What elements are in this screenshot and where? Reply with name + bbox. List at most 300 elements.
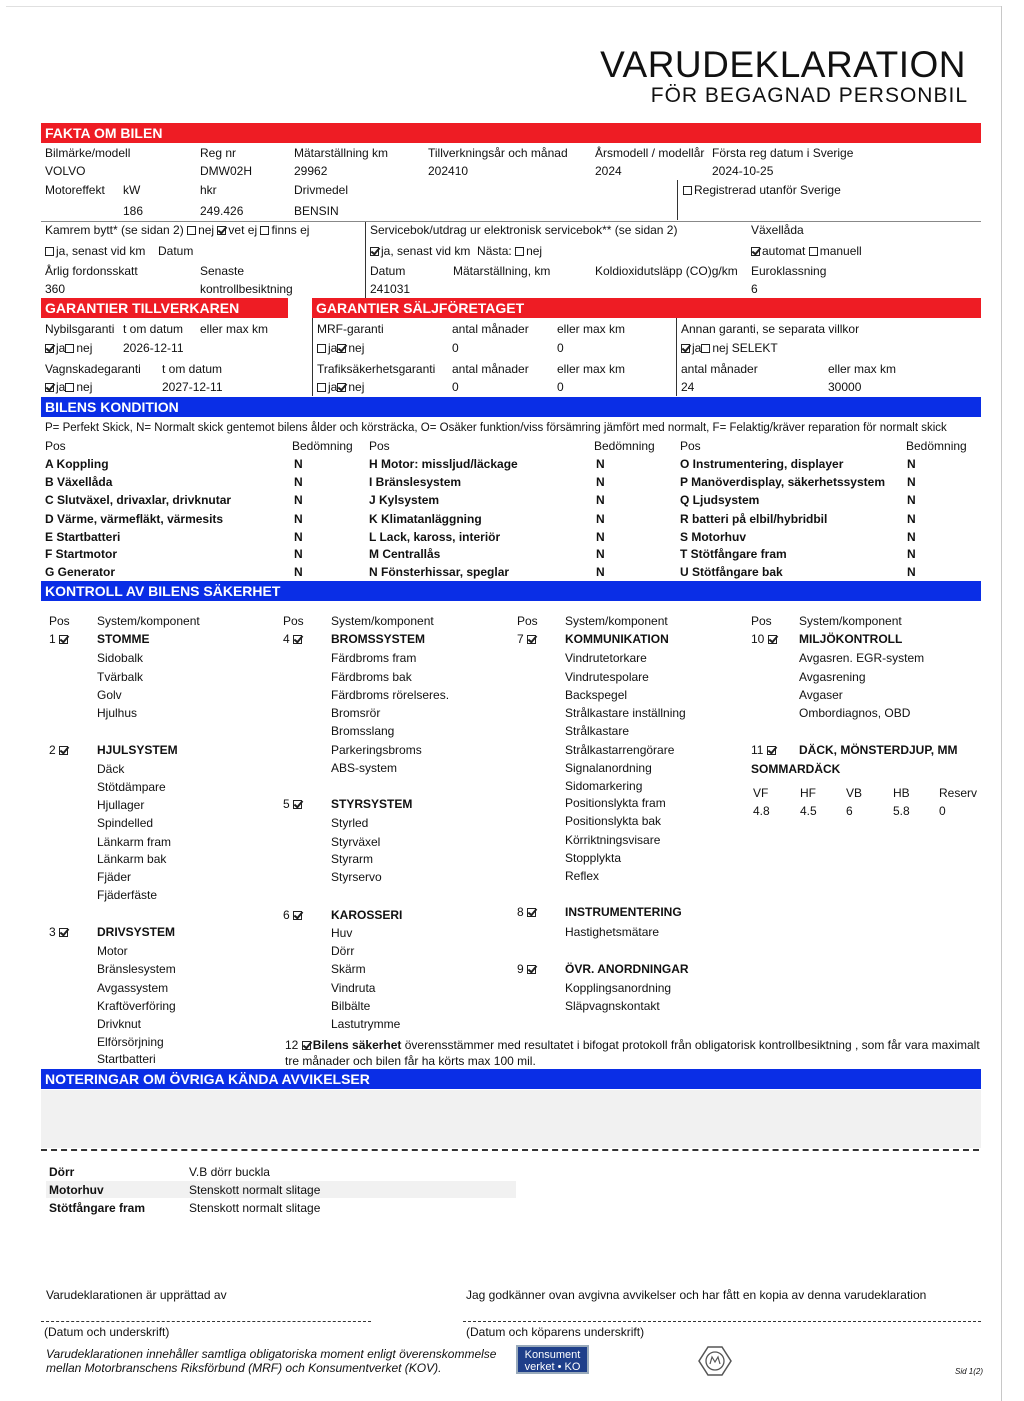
sak-group-12-line2: tre månader och bilen får ha körts max 100 mil. [285,1054,536,1068]
label-trafik-max: eller max km [557,362,626,376]
sak-group-2-checkbox[interactable] [59,746,68,755]
sak-group-6-title: KAROSSERI [331,908,403,922]
ny-ja-checkbox[interactable] [45,344,54,353]
sak-item: Bränslesystem [97,962,176,976]
kondition-bed-1: Bedömning [292,439,353,453]
gear-row [751,244,862,258]
footer-left-label: Varudeklarationen är upprättad av [46,1288,227,1302]
outside-sweden-checkbox[interactable] [683,186,692,195]
kondition-grade: N [294,565,303,579]
footer-note-1: Varudeklarationen innehåller samtliga obligatoriska moment enligt överenskommelse [46,1347,497,1361]
sak-group-4-checkbox[interactable] [293,635,302,644]
sak-item: Vindrutespolare [565,670,649,684]
kamrem-label: Kamrem bytt* (se sidan 2) [45,223,184,237]
sak-item: Färdbroms bak [331,670,412,684]
sakerhet-heading: KONTROLL AV BILENS SÄKERHET [41,581,981,601]
sak-item: Avgassystem [97,981,169,995]
sak-item: Sidomarkering [565,779,643,793]
sak-item: Elförsörjning [97,1035,164,1049]
tyre-value: 4.5 [800,804,817,818]
value-fuel: BENSIN [294,204,339,218]
sak-item: Färdbroms rörelseres. [331,688,450,702]
kondition-bed-2: Bedömning [594,439,655,453]
sak-group-10-title: MILJÖKONTROLL [799,632,903,646]
kondition-pos-3: Pos [680,439,701,453]
kondition-item: M Centrallås [369,547,441,561]
sak-group-num: 8 [517,905,524,919]
sak-item: Hastighetsmätare [565,925,660,939]
sak-group-6-num [283,908,304,922]
sak-item: Avgaser [799,688,843,702]
service-nej-checkbox[interactable] [515,247,524,256]
kondition-grade: N [907,475,916,489]
annan-ja-checkbox[interactable] [681,344,690,353]
sak-item: Hjullager [97,798,145,812]
sak-group-12 [285,1038,980,1052]
kondition-grade: N [596,530,605,544]
divider-row [41,221,981,222]
label-first-reg: Första reg datum i Sverige [712,146,854,160]
kondition-grade: N [294,493,303,507]
sak-sys-1: System/komponent [97,614,200,628]
sak-item: Stopplykta [565,851,622,865]
sak-group-2-title: HJULSYSTEM [97,743,178,757]
trafik-ja-label: ja [328,380,338,394]
sak-item: Golv [97,688,122,702]
sak-item: Bilbälte [331,999,371,1013]
sak-item: Drivknut [97,1017,142,1031]
mrf-ja-label: ja [328,341,338,355]
kondition-item: T Stötfångare fram [680,547,787,561]
page-border-right [1001,6,1002,1401]
sak-group-7-num [517,632,538,646]
tyre-header: VF [753,786,769,800]
sak-item: Avgasren. EGR-system [799,651,925,665]
note-part: Motorhuv [49,1183,104,1197]
kamrem-finnsej-checkbox[interactable] [260,226,269,235]
sak-item: Ombordiagnos, OBD [799,706,911,720]
kondition-heading: BILENS KONDITION [41,397,981,417]
mrf-nej-checkbox[interactable] [337,344,346,353]
sak-item: Styrarm [331,852,373,866]
kondition-grade: N [907,530,916,544]
trafik-ja-checkbox[interactable] [317,383,326,392]
sak-group-8-num [517,905,538,919]
label-vagnskadegaranti: Vagnskadegaranti [45,362,141,376]
sak-item: Styrservo [331,870,382,884]
note-text: Stenskott normalt slitage [189,1201,321,1215]
kondition-item: H Motor: missljud/läckage [369,457,518,471]
sak-item: Bromsrör [331,706,381,720]
sak-group-1-title: STOMME [97,632,150,646]
fakta-heading: FAKTA OM BILEN [41,123,981,143]
sak-pos-3: Pos [517,614,538,628]
page-number: Sid 1(2) [955,1367,984,1376]
trafik-nej-checkbox[interactable] [337,383,346,392]
kondition-pos-1: Pos [45,439,66,453]
document-title: VARUDEKLARATION [600,44,966,85]
footer-right-label: Jag godkänner ovan avgivna avvikelser och har fått en kopia av denna varudeklaration [466,1288,927,1302]
label-mrf-man: antal månader [452,322,529,336]
label-trafik-man: antal månader [452,362,529,376]
right-signature-line[interactable] [463,1321,981,1322]
sak-group-12-checkbox[interactable] [302,1041,311,1050]
sak-pos-2: Pos [283,614,304,628]
sak-item: ABS-system [331,761,398,775]
value-hk: 249.426 [200,204,244,218]
mrf-jn-row [317,341,364,355]
sak-group-6-checkbox[interactable] [293,911,302,920]
value-euro: 6 [751,282,758,296]
noteringar-divider [41,1149,979,1151]
annan-jn-row [681,341,778,355]
sak-pos-4: Pos [751,614,772,628]
kondition-grade: N [294,457,303,471]
kondition-bed-3: Bedömning [906,439,967,453]
value-year: 202410 [428,164,469,178]
sak-item: Signalanordning [565,761,652,775]
label-vagn-tom: t om datum [162,362,223,376]
sak-sys-2: System/komponent [331,614,434,628]
ny-nej-checkbox[interactable] [65,344,74,353]
kondition-grade: N [294,512,303,526]
note-text: V.B dörr buckla [189,1165,270,1179]
note-text: Stenskott normalt slitage [189,1183,321,1197]
sak-item: Fjäder [97,870,132,884]
sak-item: Spindelled [97,816,154,830]
label-annan-man: antal månader [681,362,758,376]
garanti-tillverkaren-heading: GARANTIER TILLVERKAREN [41,298,288,318]
kamrem-vetej-label: vet ej [228,223,258,237]
gear-manual-checkbox[interactable] [809,247,818,256]
sak-group-11-sub: SOMMARDÄCK [751,762,841,776]
kondition-item: Q Ljudsystem [680,493,760,507]
kondition-item: O Instrumentering, displayer [680,457,844,471]
sak-item: Tvärbalk [97,670,144,684]
kamrem-vetej-checkbox[interactable] [217,226,226,235]
sak-item: Länkarm bak [97,852,167,866]
sak-item: Strålkastarrengörare [565,743,675,757]
service-label: Servicebok/utdrag ur elektronisk servicebok** (se sidan 2) [370,223,678,237]
sak-group-num: 11 [751,743,764,757]
footer-left-sign: (Datum och underskrift) [44,1325,170,1339]
kamrem-datum-label: Datum [158,244,194,258]
sak-item: Backspegel [565,688,628,702]
sak-item: Körriktningsvisare [565,833,661,847]
garanti-saljforetaget-heading: GARANTIER SÄLJFÖRETAGET [312,298,981,318]
label-ny-tom: t om datum [123,322,184,336]
kondition-item: E Startbatteri [45,530,121,544]
sak-group-1-num [49,632,70,646]
sak-group-5-num [283,797,304,811]
sak-group-3-checkbox[interactable] [59,928,68,937]
footer-right-sign: (Datum och köparens underskrift) [466,1325,645,1339]
noteringar-heading: NOTERINGAR OM ÖVRIGA KÄNDA AVVIKELSER [41,1069,981,1089]
tyre-value: 4.8 [753,804,770,818]
value-kw: 186 [123,204,144,218]
kondition-item: A Koppling [45,457,109,471]
sak-item: Hjulhus [97,706,138,720]
kondition-legend: P= Perfekt Skick, N= Normalt skick gentemot bilens ålder och körsträcka, O= Osäker funktion/viss försämring jämfört med normalt, F= Felaktig/kräver reparation för normalt skick [45,422,947,434]
ny-jn-row [45,341,92,355]
sak-group-11-title: DÄCK, MÖNSTERDJUP, MM [799,743,958,757]
sak-group-12-text: överensstämmer med resultatet i bifogat protokoll från obligatorisk kontrollbesiktning , som får vara maximalt [401,1038,980,1052]
sak-item: Positionslykta fram [565,796,666,810]
label-senaste: Senaste [200,264,245,278]
sak-item: Styrväxel [331,835,381,849]
sak-group-8-checkbox[interactable] [527,908,536,917]
kamrem-ja-checkbox[interactable] [45,247,54,256]
sak-group-num: 9 [517,962,524,976]
kamrem-finnsej-label: finns ej [271,223,310,237]
divider-service [365,222,366,298]
sak-item: Reflex [565,869,600,883]
kondition-grade: N [907,547,916,561]
note-part: Stötfångare fram [49,1201,146,1215]
vagn-nej-checkbox[interactable] [65,383,74,392]
value-annan-man: 24 [681,380,695,394]
service-nej-label: nej [526,244,543,258]
sak-group-11-checkbox[interactable] [767,746,776,755]
kondition-grade: N [294,530,303,544]
kamrem-ja-row [45,244,145,258]
kondition-item: J Kylsystem [369,493,440,507]
label-ny-max: eller max km [200,322,269,336]
value-trafik-km: 0 [557,380,564,394]
sak-item: Positionslykta bak [565,814,662,828]
kondition-item: S Motorhuv [680,530,746,544]
divider-outside [677,180,678,220]
sak-item: Strålkastare [565,724,630,738]
sak-group-num: 2 [49,743,56,757]
label-year: Tillverkningsår och månad [428,146,568,160]
label-model: Årsmodell / modellår [595,146,705,160]
value-brand: VOLVO [45,164,86,178]
sak-group-7-title: KOMMUNIKATION [565,632,669,646]
sak-group-num: 1 [49,632,56,646]
sak-item: Skärm [331,962,366,976]
tyre-header: HF [800,786,816,800]
service-ja-label: ja, senast vid km [381,244,471,258]
sak-group-3-title: DRIVSYSTEM [97,925,176,939]
kov-logo-line2: verket • KO [524,1361,581,1373]
label-annan: Annan garanti, se separata villkor [681,322,860,336]
outside-sweden-row [683,183,841,197]
divider-garanti-2 [676,318,677,396]
left-signature-line[interactable] [41,1321,371,1322]
sak-item: Stötdämpare [97,780,166,794]
kondition-item: B Växellåda [45,475,113,489]
tyre-value: 6 [846,804,853,818]
vagn-ja-checkbox[interactable] [45,383,54,392]
sak-group-4-num [283,632,304,646]
tyre-value: 0 [939,804,946,818]
kondition-grade: N [596,493,605,507]
value-tax: 360 [45,282,66,296]
note-part: Dörr [49,1165,75,1179]
label-power: Motoreffekt [45,183,105,197]
service-ja-checkbox[interactable] [370,247,379,256]
tyre-header: HB [893,786,910,800]
label-mrf: MRF-garanti [317,322,384,336]
sak-group-11-num [751,743,778,757]
label-trafik: Trafiksäkerhetsgaranti [317,362,436,376]
sak-item: Parkeringsbroms [331,743,422,757]
value-mrf-man: 0 [452,341,459,355]
footer-note-2: mellan Motorbranschens Riksförbund (MRF) och Konsumentverket (KOV). [46,1361,442,1375]
vagn-jn-row [45,380,92,394]
sak-group-num: 6 [283,908,290,922]
kamrem-row [45,223,309,237]
annan-nej-label: nej [712,341,729,355]
label-brand: Bilmärke/modell [45,146,131,160]
value-model: 2024 [595,164,622,178]
sak-item: Huv [331,926,353,940]
label-tax: Årlig fordonsskatt [45,264,138,278]
tyre-header: Reserv [939,786,978,800]
sak-group-12-bold: Bilens säkerhet [312,1038,402,1052]
mrf-ja-checkbox[interactable] [317,344,326,353]
vagn-nej-label: nej [76,380,93,394]
sak-group-7-checkbox[interactable] [527,635,536,644]
sak-item: Vindrutetorkare [565,651,647,665]
sak-item: Motor [97,944,128,958]
kondition-item: K Klimatanläggning [369,512,482,526]
annan-nej-checkbox[interactable] [701,344,710,353]
sak-item: Släpvagnskontakt [565,999,660,1013]
label-fuel: Drivmedel [294,183,349,197]
kondition-grade: N [907,457,916,471]
kondition-grade: N [907,493,916,507]
sak-item: Fjäderfäste [97,888,158,902]
vagn-ja-label: ja [56,380,66,394]
sak-item: Kraftöverföring [97,999,176,1013]
ny-ja-label: ja [56,341,66,355]
sak-item: Avgasrening [799,670,866,684]
label-datum2: Datum [370,264,406,278]
label-kw: kW [123,183,141,197]
trafik-nej-label: nej [348,380,365,394]
label-euro: Euroklassning [751,264,827,278]
label-reg: Reg nr [200,146,237,160]
sak-item: Länkarm fram [97,835,172,849]
kondition-item: L Lack, kaross, interiör [369,530,501,544]
service-ja-row [370,244,542,258]
service-nasta-label: Nästa: [477,244,512,258]
sak-group-1-checkbox[interactable] [59,635,68,644]
value-reg: DMW02H [200,164,253,178]
gear-auto-label: automat [762,244,806,258]
sak-item: Däck [97,762,125,776]
kondition-item: I Bränslesystem [369,475,462,489]
sak-group-9-checkbox[interactable] [527,965,536,974]
sak-sys-3: System/komponent [565,614,668,628]
kondition-grade: N [907,512,916,526]
kondition-grade: N [294,547,303,561]
value-first-reg: 2024-10-25 [712,164,774,178]
sak-item: Lastutrymme [331,1017,401,1031]
value-mrf-km: 0 [557,341,564,355]
sak-group-num: 12 [285,1038,299,1052]
divider-garanti-1 [312,318,313,396]
kondition-pos-2: Pos [369,439,390,453]
sak-group-2-num [49,743,70,757]
sak-group-9-title: ÖVR. ANORDNINGAR [565,962,689,976]
sak-item: Startbatteri [97,1052,156,1066]
ny-nej-label: nej [76,341,93,355]
kondition-grade: N [596,565,605,579]
page-border-top [6,6,1002,7]
annan-ja-label: ja [692,341,702,355]
sak-group-10-num [751,632,779,646]
kondition-grade: N [596,547,605,561]
sak-pos-1: Pos [49,614,70,628]
kondition-item: G Generator [45,565,116,579]
trafik-jn-row [317,380,364,394]
value-annan-km: 30000 [828,380,862,394]
sak-item: Bromsslang [331,724,395,738]
noteringar-area[interactable] [41,1090,981,1148]
gear-manual-label: manuell [819,244,862,258]
sak-group-5-title: STYRSYSTEM [331,797,413,811]
sak-item: Sidobalk [97,651,144,665]
tyre-header: VB [846,786,863,800]
kondition-grade: N [596,457,605,471]
kamrem-nej-checkbox[interactable] [187,226,196,235]
label-co2: Koldioxidutsläpp (CO)g/km [595,264,738,278]
mrf-seal-icon [698,1346,732,1376]
sak-group-num: 3 [49,925,56,939]
kondition-grade: N [907,565,916,579]
sak-group-num: 10 [751,632,765,646]
sak-group-4-title: BROMSSYSTEM [331,632,426,646]
sak-group-5-checkbox[interactable] [293,800,302,809]
value-ny-date: 2026-12-11 [123,341,184,355]
tyre-value: 5.8 [893,804,910,818]
value-km: 29962 [294,164,328,178]
kondition-grade: N [294,475,303,489]
gear-label: Växellåda [751,223,804,237]
value-vagn-date: 2027-12-11 [162,380,223,394]
sak-item: Styrled [331,816,369,830]
sak-group-10-checkbox[interactable] [768,635,777,644]
kondition-item: D Värme, värmefläkt, värmesits [45,512,224,526]
document-subtitle: FÖR BEGAGNAD PERSONBIL [650,84,968,107]
sak-item: Dörr [331,944,355,958]
label-matar: Mätarställning, km [453,264,551,278]
annan-value: SELEKT [731,341,778,355]
label-km: Mätarställning km [294,146,389,160]
kondition-item: U Stötfångare bak [680,565,783,579]
kondition-grade: N [596,475,605,489]
label-besiktning: kontrollbesiktning [200,282,293,296]
sak-item: Kopplingsanordning [565,981,672,995]
sak-item: Färdbroms fram [331,651,417,665]
kondition-item: C Slutväxel, drivaxlar, drivknutar [45,493,232,507]
sak-item: Vindruta [331,981,376,995]
sak-sys-4: System/komponent [799,614,902,628]
sak-item: Strålkastare inställning [565,706,686,720]
value-datum2: 241031 [370,282,411,296]
sak-group-8-title: INSTRUMENTERING [565,905,682,919]
kondition-item: P Manöverdisplay, säkerhetssystem [680,475,885,489]
kov-logo-line1: Konsument [524,1349,581,1361]
sak-group-num: 7 [517,632,524,646]
sak-group-9-num [517,962,538,976]
kondition-item: F Startmotor [45,547,117,561]
kondition-item: N Fönsterhissar, speglar [369,565,510,579]
gear-auto-checkbox[interactable] [751,247,760,256]
